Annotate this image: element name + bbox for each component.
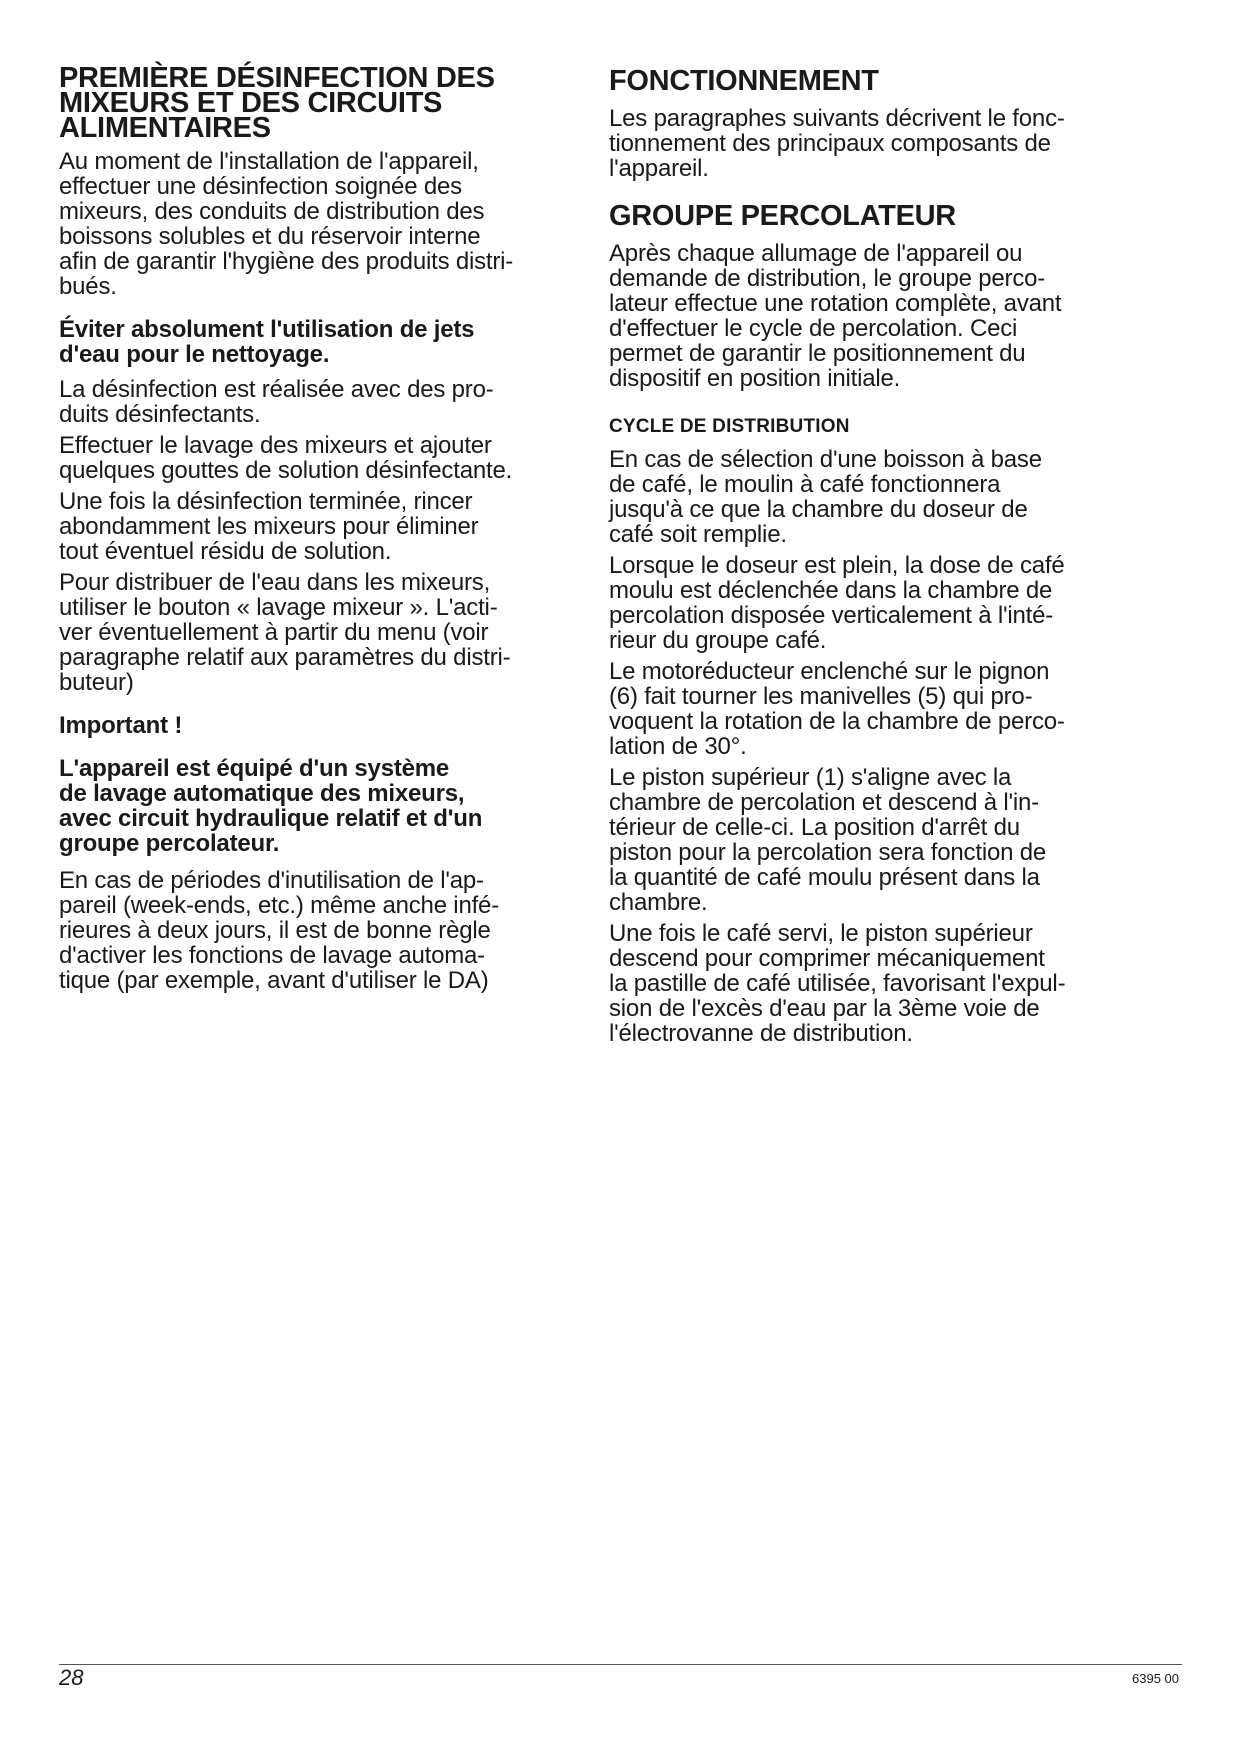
heading-line: PREMIÈRE DÉSINFECTION DES [59, 62, 495, 94]
text-line: buteur) [59, 669, 134, 696]
section-heading-percolator: GROUPE PERCOLATEUR [609, 200, 956, 232]
text-line: l'appareil. [609, 155, 709, 182]
paragraph-disinfection [59, 377, 589, 427]
text-line: Lorsque le doseur est plein, la dose de café [609, 552, 1065, 579]
text-line: (6) fait tourner les manivelles (5) qui pro- [609, 683, 1033, 710]
text-line: Les paragraphes suivants décrivent le fonc- [609, 105, 1065, 132]
paragraph-dose [609, 553, 1129, 653]
text-line: permet de garantir le positionnement du [609, 340, 1026, 367]
section-heading-operation: FONCTIONNEMENT [609, 65, 879, 97]
text-line: tout éventuel résidu de solution. [59, 538, 392, 565]
paragraph-inactivity [59, 868, 589, 993]
paragraph-washing [59, 433, 589, 483]
paragraph-motor [609, 659, 1129, 759]
text-line: de lavage automatique des mixeurs, [59, 780, 465, 807]
text-line: effectuer une désinfection soignée des [59, 173, 462, 200]
paragraph-rotation [609, 241, 1129, 391]
text-line: Au moment de l'installation de l'appareil, [59, 148, 479, 175]
text-line: bués. [59, 273, 117, 300]
text-line: la quantité de café moulu présent dans la [609, 864, 1040, 891]
paragraph-distribute-water [59, 570, 589, 695]
text-line: d'eau pour le nettoyage. [59, 341, 330, 368]
text-line: sion de l'excès d'eau par la 3ème voie de [609, 995, 1040, 1022]
page-number: 28 [59, 1665, 84, 1690]
text-line: Important ! [59, 712, 183, 739]
text-line: l'électrovanne de distribution. [609, 1020, 913, 1047]
text-line: demande de distribution, le groupe perco- [609, 265, 1046, 292]
text-line: Le motoréducteur enclenché sur le pignon [609, 658, 1050, 685]
right-column [609, 66, 1129, 1052]
text-line: En cas de sélection d'une boisson à base [609, 446, 1042, 473]
left-column [59, 62, 589, 999]
text-line: En cas de périodes d'inutilisation de l'ap- [59, 867, 484, 894]
text-line: de café, le moulin à café fonctionnera [609, 471, 1001, 498]
text-line: rieures à deux jours, il est de bonne règle [59, 917, 491, 944]
text-line: descend pour comprimer mécaniquement [609, 945, 1045, 972]
heading-line: MIXEURS ET DES CIRCUITS [59, 87, 443, 119]
text-line: d'activer les fonctions de lavage automa- [59, 942, 485, 969]
important-label [59, 713, 589, 738]
document-code: 6395 00 [1132, 1671, 1179, 1686]
paragraph-selection [609, 447, 1129, 547]
text-line: duits désinfectants. [59, 401, 261, 428]
text-line: d'effectuer le cycle de percolation. Ceci [609, 315, 1018, 342]
section-heading-disinfection [59, 62, 589, 144]
text-line: ver éventuellement à partir du menu (voir [59, 619, 489, 646]
text-line: voquent la rotation de la chambre de perco- [609, 708, 1065, 735]
footer-divider [59, 1664, 1182, 1665]
paragraph-rinse [59, 489, 589, 564]
paragraph-piston [609, 765, 1129, 915]
text-line: afin de garantir l'hygiène des produits distri- [59, 248, 514, 275]
heading-line: ALIMENTAIRES [59, 112, 271, 144]
text-line: rieur du groupe café. [609, 627, 827, 654]
text-line: percolation disposée verticalement à l'inté- [609, 602, 1054, 629]
text-line: chambre de percolation et descend à l'in- [609, 789, 1039, 816]
text-line: jusqu'à ce que la chambre du doseur de [609, 496, 1028, 523]
text-line: mixeurs, des conduits de distribution des [59, 198, 485, 225]
text-line: pareil (week-ends, etc.) même anche infé- [59, 892, 499, 919]
text-line: térieur de celle-ci. La position d'arrêt du [609, 814, 1020, 841]
text-line: Le piston supérieur (1) s'aligne avec la [609, 764, 1012, 791]
text-line: La désinfection est réalisée avec des pro- [59, 376, 494, 403]
text-line: avec circuit hydraulique relatif et d'un [59, 805, 483, 832]
paragraph-installation [59, 149, 589, 299]
text-line: paragraphe relatif aux paramètres du distri- [59, 644, 511, 671]
note-automatic-washing [59, 756, 589, 856]
text-line: tique (par exemple, avant d'utiliser le DA) [59, 967, 489, 994]
text-line: groupe percolateur. [59, 830, 280, 857]
text-line: quelques gouttes de solution désinfectante. [59, 457, 513, 484]
text-line: café soit remplie. [609, 521, 787, 548]
text-line: Effectuer le lavage des mixeurs et ajouter [59, 432, 492, 459]
text-line: Pour distribuer de l'eau dans les mixeurs, [59, 569, 491, 596]
text-line: la pastille de café utilisée, favorisant l'expul- [609, 970, 1066, 997]
text-line: L'appareil est équipé d'un système [59, 755, 450, 782]
subsection-heading-cycle: CYCLE DE DISTRIBUTION [609, 416, 850, 437]
text-line: Une fois la désinfection terminée, rincer [59, 488, 473, 515]
text-line: utiliser le bouton « lavage mixeur ». L'acti- [59, 594, 498, 621]
text-line: tionnement des principaux composants de [609, 130, 1051, 157]
paragraph-compression [609, 921, 1129, 1046]
paragraph-overview [609, 106, 1129, 181]
text-line: Une fois le café servi, le piston supérieur [609, 920, 1033, 947]
text-line: piston pour la percolation sera fonction de [609, 839, 1047, 866]
text-line: moulu est déclenchée dans la chambre de [609, 577, 1053, 604]
text-line: Après chaque allumage de l'appareil ou [609, 240, 1023, 267]
text-line: boissons solubles et du réservoir interne [59, 223, 481, 250]
warning-text [59, 317, 589, 367]
text-line: Éviter absolument l'utilisation de jets [59, 316, 475, 343]
text-line: abondamment les mixeurs pour éliminer [59, 513, 479, 540]
text-line: chambre. [609, 889, 708, 916]
text-line: lation de 30°. [609, 733, 747, 760]
text-line: dispositif en position initiale. [609, 365, 901, 392]
text-line: lateur effectue une rotation complète, avant [609, 290, 1062, 317]
